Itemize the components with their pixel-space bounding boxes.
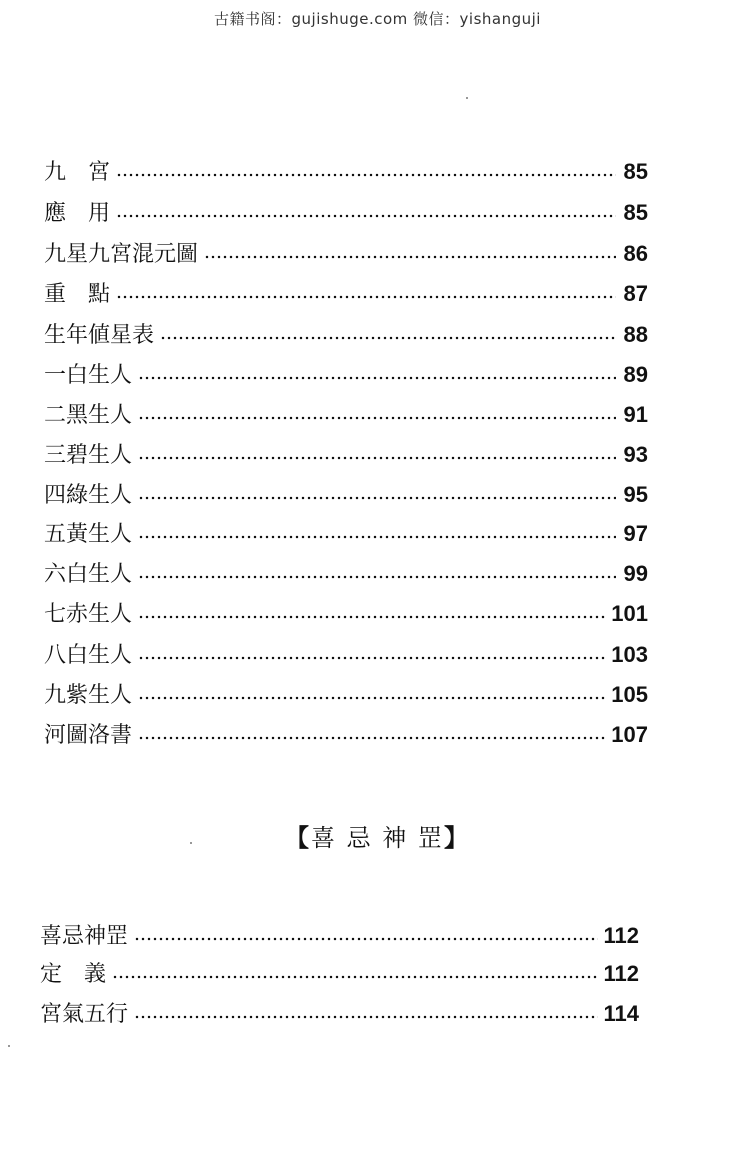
dot-leader [138,496,616,500]
scan-speck [190,842,192,844]
dot-leader [138,736,605,740]
toc-entry-page: 95 [623,482,648,507]
toc-entry-page: 85 [623,159,648,184]
toc-entry-title: 宮氣五行 [40,1002,129,1027]
toc-entry[interactable] [44,678,648,712]
toc-entry[interactable] [44,517,648,551]
toc-entry[interactable] [44,155,648,189]
toc-entry[interactable] [40,997,639,1031]
dot-leader [138,696,605,700]
toc-entry-page: 105 [611,682,648,707]
toc-entry[interactable] [44,237,648,271]
toc-entry-page: 103 [611,642,648,667]
toc-entry-page: 114 [603,1001,639,1026]
toc-entry-title: 河圖洛書 [44,723,133,748]
toc-entry[interactable] [44,196,648,230]
toc-entry-title: 四綠生人 [44,483,133,508]
toc-entry[interactable] [44,358,648,392]
toc-entry-title: 五黃生人 [44,522,133,547]
watermark-text: 古籍书阁：gujishuge.com 微信：yishanguji [214,10,541,28]
toc-entry-title: 七赤生人 [44,602,133,627]
toc-entry[interactable] [44,557,648,591]
dot-leader [138,416,616,420]
toc-entry[interactable] [40,919,639,953]
dot-leader [116,295,616,299]
toc-entry-page: 88 [623,322,648,347]
toc-entry-title: 喜忌神罡 [40,924,129,949]
dot-leader [138,575,616,579]
toc-entry[interactable] [44,318,648,352]
toc-entry-page: 112 [603,923,639,948]
dot-leader [138,376,616,380]
dot-leader [204,255,616,259]
toc-entry-title: 應 用 [44,201,111,226]
toc-entry-page: 85 [623,200,648,225]
toc-entry[interactable] [44,478,648,512]
toc-entry-page: 86 [623,241,648,266]
toc-entry-title: 二黑生人 [44,403,133,428]
dot-leader [160,336,616,340]
dot-leader [138,656,605,660]
toc-entry-title: 六白生人 [44,562,133,587]
toc-entry-page: 93 [623,442,648,467]
dot-leader [138,615,605,619]
toc-entry-page: 87 [623,281,648,306]
toc-entry-page: 99 [623,561,648,586]
toc-entry-title: 重 點 [44,282,111,307]
toc-entry-page: 89 [623,362,648,387]
toc-entry-title: 九星九宮混元圖 [44,242,199,267]
toc-entry[interactable] [44,638,648,672]
open-bracket: 【 [285,823,312,852]
dot-leader [134,1015,597,1019]
toc-entry-title: 生年値星表 [44,323,155,348]
toc-entry[interactable] [44,718,648,752]
dot-leader [116,173,616,177]
section-title: 喜 忌 神 罡 [311,824,444,852]
toc-entry-title: 九紫生人 [44,683,133,708]
toc-entry-page: 97 [623,521,648,546]
scan-speck [466,97,468,99]
toc-entry[interactable] [40,957,639,991]
toc-entry-title: 定 義 [40,962,107,987]
dot-leader [112,975,597,979]
toc-entry-title: 一白生人 [44,363,133,388]
toc-entry[interactable] [44,398,648,432]
toc-entry-title: 八白生人 [44,643,133,668]
toc-entry[interactable] [44,438,648,472]
toc-entry-title: 三碧生人 [44,443,133,468]
toc-entry-page: 91 [623,402,648,427]
section-heading [0,818,755,853]
toc-entry-page: 101 [611,601,648,626]
scan-speck [8,1045,10,1047]
close-bracket: 】 [443,823,470,852]
toc-entry-page: 107 [611,722,648,747]
toc-entry[interactable] [44,597,648,631]
dot-leader [116,214,616,218]
dot-leader [138,456,616,460]
toc-entry[interactable] [44,277,648,311]
toc-entry-page: 112 [603,961,639,986]
dot-leader [134,937,597,941]
dot-leader [138,535,616,539]
toc-entry-title: 九 宮 [44,160,111,185]
